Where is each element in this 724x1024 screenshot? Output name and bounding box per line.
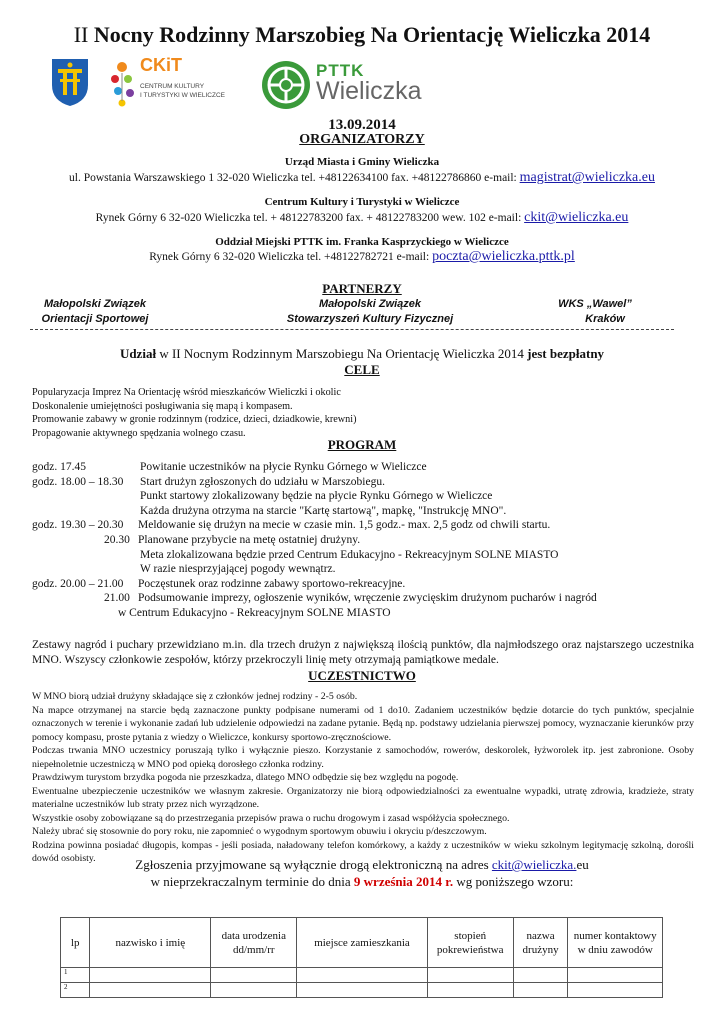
- organizer-email-link[interactable]: poczta@wieliczka.pttk.pl: [432, 249, 575, 264]
- rule-item: Należy ubrać się stosownie do pory roku, nie zapomnieć o wygodnym sportowym obuwiu i okryciu p/deszczowym.: [32, 826, 487, 837]
- goal-item: Popularyzacja Imprez Na Orientację wśród mieszkańców Wieliczki i okolic: [32, 387, 341, 398]
- table-row: [61, 968, 663, 983]
- program-text: Poczęstunek oraz rodzinne zabawy sportowo-rekreacyjne.: [138, 577, 406, 590]
- program-row: [32, 518, 692, 533]
- organizer-email-link[interactable]: ckit@wieliczka.eu: [524, 210, 629, 225]
- rule-item: W MNO biorą udział drużyny składające się z członków jednej rodziny - 2-5 osób.: [32, 691, 358, 702]
- program-text: Meldowanie się drużyn na mecie w czasie min. 1,5 godz.- max. 2,5 godz od chwili startu.: [138, 519, 551, 532]
- partner-line1: Małopolski Związek: [318, 298, 422, 310]
- rule-item: Rodzina powinna posiadać długopis, kompas - jeśli posiada, naładowany telefon komórkowy, a każdy z uczestników w wieku szkolnym legitymację szkolną, dorośli dowód osobisty.: [32, 839, 694, 864]
- partner-line2: Orientacji Sportowej: [41, 313, 149, 325]
- program-row: [32, 562, 692, 577]
- organizer-contact: [0, 249, 724, 265]
- rule-item: Wszystkie osoby zobowiązane są do przestrzegania przepisów prawa o ruchu drogowym i zasad współżycia społecznego.: [32, 812, 510, 824]
- partner-line2: Stowarzyszeń Kultury Fizycznej: [286, 313, 454, 325]
- partner-line2: Kraków: [585, 313, 625, 325]
- program-text: Powitanie uczestników na płycie Rynku Górnego w Wieliczce: [140, 461, 427, 473]
- program-row: [32, 475, 692, 490]
- program-text: Podsumowanie imprezy, ogłoszenie wyników, wręczenie zwycięskim drużynom pucharów i nagród: [138, 592, 597, 605]
- goal-item: Propagowanie aktywnego spędzania wolnego czasu.: [32, 427, 246, 439]
- partner-item: [20, 297, 170, 327]
- registration-text: Zgłoszenia przyjmowane są wyłącznie drogą elektroniczną na adres: [135, 857, 492, 872]
- title-main: Nocny Rodzinny Marszobieg Na Orientację Wieliczka 2014: [93, 22, 651, 47]
- participation-bold2: jest bezpłatny: [527, 346, 605, 361]
- row-number: 1: [61, 968, 90, 983]
- participants-rules: [32, 690, 694, 866]
- organizer-address: Rynek Górny 6 32-020 Wieliczka tel. + 48122783200 fax. + 48122783200 wew. 102 e-mail:: [95, 212, 525, 224]
- column-header: data urodzenia dd/mm/rr: [211, 918, 297, 968]
- program-row: [32, 591, 692, 606]
- goals-list: [32, 386, 692, 440]
- registration-line1: [0, 857, 724, 873]
- title-prefix: II: [73, 22, 89, 47]
- program-row: [32, 548, 692, 563]
- partners-heading: PARTNERZY: [322, 281, 402, 296]
- partner-line1: Małopolski Związek: [43, 298, 147, 310]
- column-header: stopień pokrewieństwa: [427, 918, 513, 968]
- program-text: Start drużyn zgłoszonych do udziału w Marszobiegu.: [140, 475, 385, 488]
- table-cell: [211, 968, 297, 983]
- program-time: godz. 20.00 – 21.00: [32, 577, 124, 590]
- program-time: godz. 17.45: [32, 461, 86, 473]
- program-time: 20.30: [104, 533, 130, 546]
- program-row: [32, 577, 692, 592]
- registration-email-link[interactable]: ckit@wieliczka.: [491, 857, 577, 872]
- table-cell: [568, 968, 663, 983]
- table-cell: [568, 983, 663, 998]
- pttk-logo: [260, 55, 430, 115]
- ckit-line2: I TURYSTYKI W WIELICZCE: [140, 92, 225, 99]
- table-cell: [513, 983, 568, 998]
- program-text: W razie niesprzyjającej pogody wewnątrz.: [140, 563, 336, 576]
- program-list: [32, 460, 692, 621]
- participation-bold1: Udział: [119, 346, 157, 361]
- goals-heading: CELE: [344, 362, 380, 377]
- column-header: numer kontaktowy w dniu zawodów: [568, 918, 663, 968]
- organizer-contact: [0, 170, 724, 186]
- rule-item: Podczas trwania MNO uczestnicy poruszają tylko i wyłącznie pieszo. Korzystanie z samochodów, rowerów, deskorolek, łyżworolek itp. jest zabronione. Osoby niepełnoletnie uczestniczą w MNO pod opieką dorosłego członka rodziny.: [32, 745, 694, 770]
- pttk-city: Wieliczka: [316, 77, 422, 105]
- registration-deadline-post: wg poniższego wzoru:: [453, 874, 574, 889]
- program-text: Punkt startowy zlokalizowany będzie na płycie Rynku Górnego w Wieliczce: [140, 490, 493, 503]
- table-cell: [90, 968, 211, 983]
- organizer-address: ul. Powstania Warszawskiego 1 32-020 Wieliczka tel. +48122634100 fax. +48122786860 e-mail:: [69, 172, 520, 184]
- event-date: 13.09.2014: [328, 117, 396, 133]
- organizers-heading: ORGANIZATORZY: [299, 132, 425, 147]
- program-row: [32, 460, 692, 475]
- program-row: [32, 504, 692, 519]
- wieliczka-crest-logo: [50, 57, 90, 107]
- table-cell: [297, 983, 427, 998]
- table-header-row: [61, 918, 663, 968]
- rule-item: Prawdziwym turystom brzydka pogoda nie przeszkadza, dlatego MNO odbędzie się bez względu na pogodę.: [32, 772, 459, 783]
- partner-item: [530, 297, 660, 327]
- table-cell: [297, 968, 427, 983]
- participation-note: [0, 346, 724, 362]
- column-header: nazwisko i imię: [90, 918, 211, 968]
- column-header: nazwa drużyny: [513, 918, 568, 968]
- ckit-line1: CENTRUM KULTURY: [140, 83, 205, 90]
- program-heading: PROGRAM: [327, 437, 397, 452]
- participation-middle: w II Nocnym Rodzinnym Marszobiegu Na Orientację Wieliczka 2014: [156, 346, 528, 361]
- goal-item: Promowanie zabawy w gronie rodzinnym (rodzice, dzieci, dziadkowie, krewni): [32, 414, 357, 425]
- table-cell: [427, 968, 513, 983]
- partner-line1: WKS „Wawel”: [558, 298, 632, 310]
- rule-item: Na mapce otrzymanej na starcie będą zaznaczone punkty podpisane numerami od 1 do10. Zadaniem uczestników będzie dotarcie do tych punktów, specjalnie oznaczonych w terenie i wykonanie zadań lub udzielenie odpowiedzi na zadane pytanie. Będą np. podstawy udzielania pierwszej pomocy, wyznaczanie kierunków przy pomocy kompasu, proste pytania z wiedzy o Wieliczce, konkursy sportowo-zręcznościowe.: [32, 704, 694, 743]
- goal-item: Doskonalenie umiejętności posługiwania się mapą i kompasem.: [32, 400, 293, 412]
- registration-line2: [0, 874, 724, 890]
- program-text: Meta zlokalizowana będzie przed Centrum Edukacyjno - Rekreacyjnym SOLNE MIASTO: [140, 548, 559, 561]
- table-cell: [211, 983, 297, 998]
- organizer-name: Oddział Miejski PTTK im. Franka Kasprzyckiego w Wieliczce: [215, 236, 509, 248]
- program-text: Planowane przybycie na metę ostatniej drużyny.: [138, 533, 361, 546]
- ckit-logo: [108, 55, 238, 115]
- pttk-word: PTTK: [316, 61, 365, 80]
- program-time: godz. 18.00 – 18.30: [32, 475, 124, 488]
- column-header: miejsce zamieszkania: [297, 918, 427, 968]
- section-divider: [30, 329, 674, 330]
- registration-deadline-date: 9 września 2014 r.: [353, 874, 454, 889]
- program-text: Każda drużyna otrzyma na starcie "Kartę startową", mapkę, "Instrukcję MNO".: [140, 504, 507, 517]
- program-time: 21.00: [104, 592, 130, 605]
- program-row: [32, 533, 692, 548]
- program-text: w Centrum Edukacyjno - Rekreacyjnym SOLNE MIASTO: [118, 606, 391, 619]
- organizer-name: Urząd Miasta i Gminy Wieliczka: [284, 156, 440, 168]
- prizes-paragraph: Zestawy nagród i puchary przewidziano m.in. dla trzech drużyn z największą ilością punktów, dla najmłodszego oraz najstarszego uczestnika MNO. Wszyscy członkowie zespołów, którzy przekroczyli linię mety otrzymają pamiątkowe medale.: [32, 639, 694, 666]
- column-header: lp: [61, 918, 90, 968]
- organizer-address: Rynek Górny 6 32-020 Wieliczka tel. +48122782721 e-mail:: [149, 251, 433, 263]
- program-row: [32, 489, 692, 504]
- pttk-emblem-icon: [260, 59, 312, 111]
- registration-deadline-pre: w nieprzekraczalnym terminie do dnia: [150, 874, 354, 889]
- participants-heading: UCZESTNICTWO: [308, 668, 416, 683]
- program-row: [32, 606, 692, 621]
- organizer-email-link[interactable]: magistrat@wieliczka.eu: [519, 170, 655, 185]
- organizer-contact: [0, 210, 724, 226]
- registration-email-tail: eu: [576, 857, 589, 872]
- program-time: godz. 19.30 – 20.30: [32, 519, 124, 532]
- ckit-word: CKiT: [140, 55, 182, 75]
- partner-item: [270, 297, 470, 327]
- registration-form-table: [60, 917, 663, 998]
- row-number: 2: [61, 983, 90, 998]
- table-row: [61, 983, 663, 998]
- page-title: [0, 22, 724, 48]
- table-cell: [90, 983, 211, 998]
- table-cell: [427, 983, 513, 998]
- rule-item: Ewentualne ubezpieczenie uczestników we własnym zakresie. Organizatorzy nie biorą odpowiedzialności za ewentualne wypadki, utratę zdrowia, kradzieże, straty materialne uczestników lub straty przez nich wyrządzone.: [32, 785, 694, 810]
- table-cell: [513, 968, 568, 983]
- organizer-name: Centrum Kultury i Turystyki w Wieliczce: [264, 196, 460, 208]
